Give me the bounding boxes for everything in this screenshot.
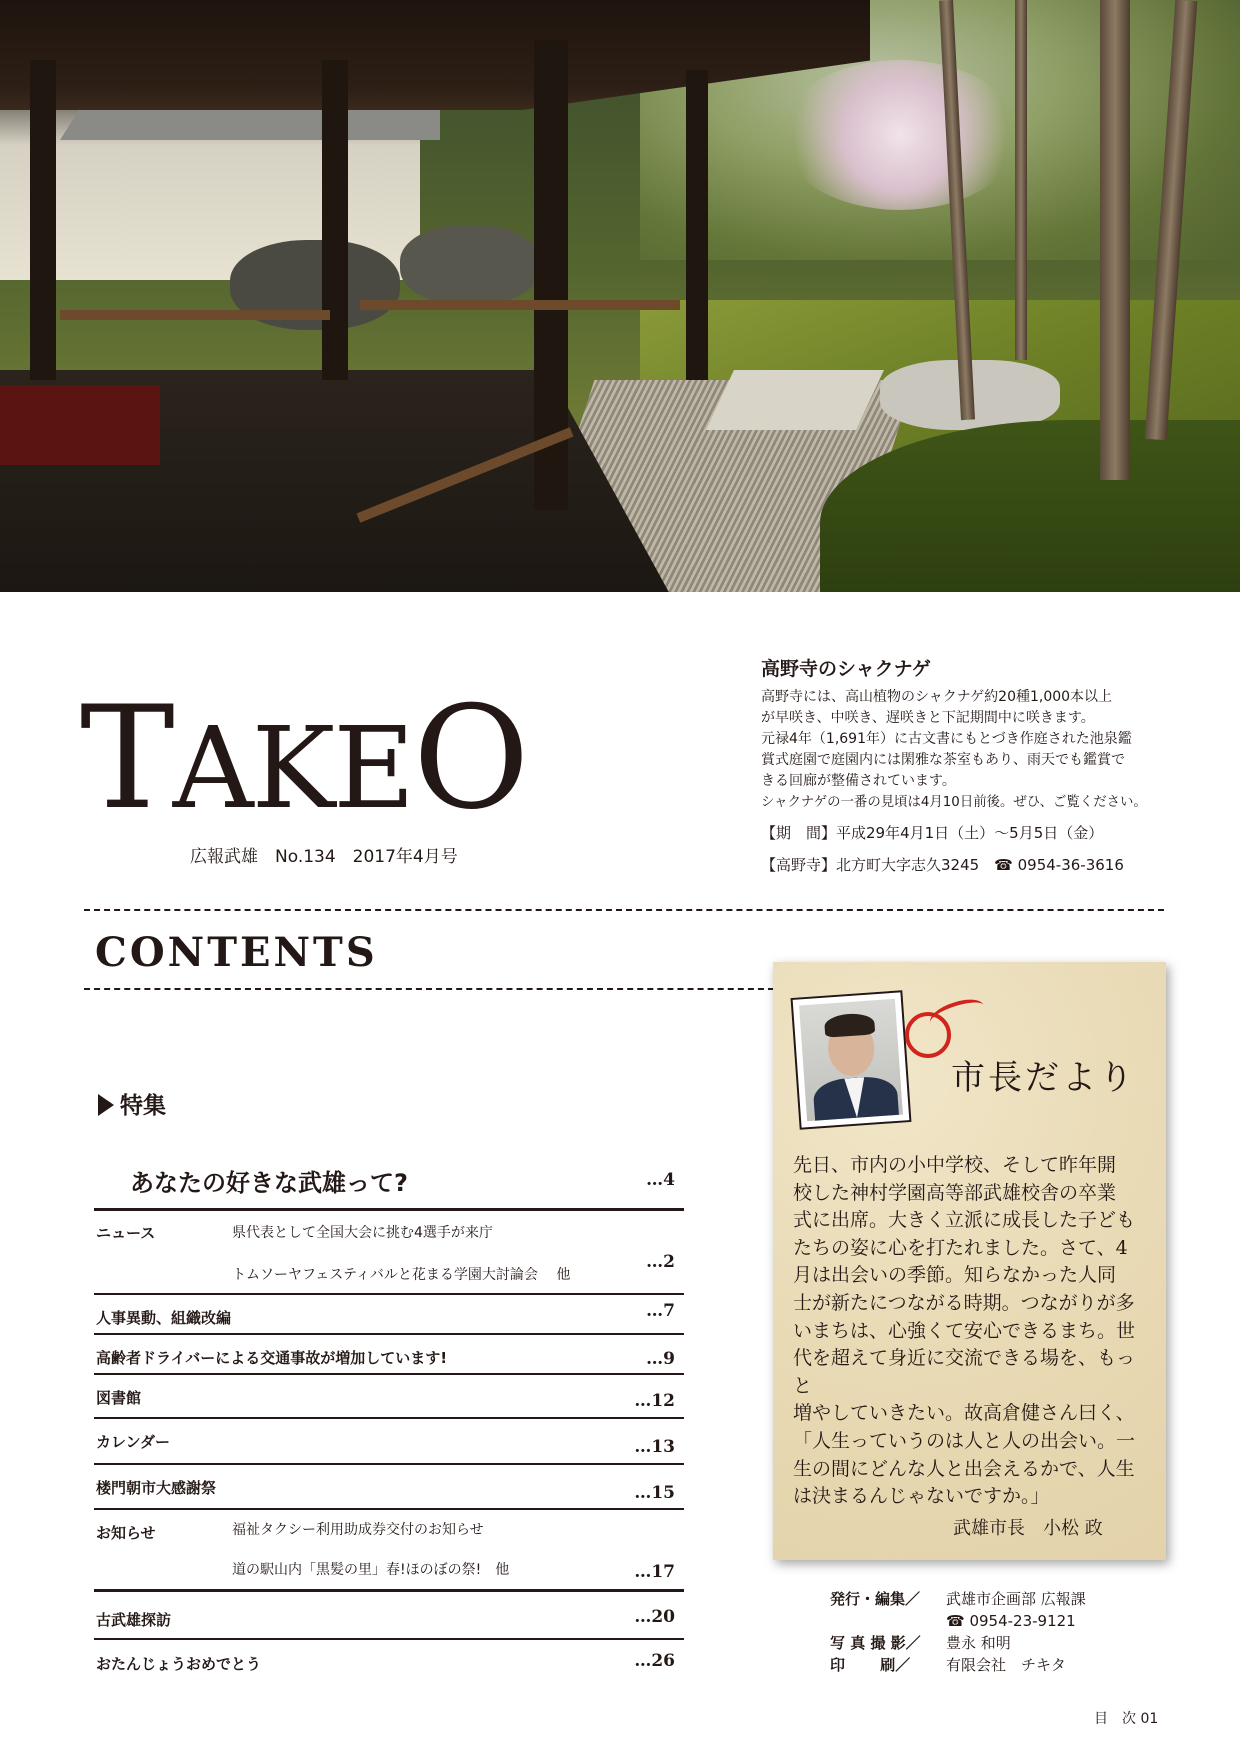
issue-line: 広報武雄 No.134 2017年4月号 (190, 847, 458, 867)
colophon-row-publisher (830, 1588, 1086, 1610)
toc-rule (94, 1508, 684, 1510)
toc-rule (94, 1463, 684, 1465)
hero-stepping-stone (706, 370, 884, 430)
toc-rule (94, 1208, 684, 1211)
hero-tree-trunk (1015, 0, 1027, 360)
column-line: 代を超えて身近に交流できる場を、もっと (793, 1347, 1136, 1397)
colophon (830, 1588, 1086, 1676)
column-line: 「人生っていうのは人と人の出会い。一 (793, 1429, 1136, 1452)
toc-item-market[interactable]: 楼門朝市大感謝祭 (96, 1479, 217, 1497)
toc-item-calendar[interactable]: カレンダー (96, 1433, 171, 1451)
hero-post (322, 60, 348, 380)
colophon-label: 写 真 撮 影／ (830, 1634, 921, 1652)
hero-railing (60, 310, 330, 320)
caption-period: 【期 間】平成29年4月1日（土）～5月5日（金） (761, 824, 1104, 842)
masthead-title-middle: AKE (172, 704, 414, 834)
hero-red-cloth (0, 385, 160, 465)
masthead-title-initial: T (80, 676, 173, 841)
caption-line: 賞式庭園で庭園内には閑雅な茶室もあり、雨天でも鑑賞で (761, 752, 1125, 768)
toc-page-number: …4 (646, 1170, 675, 1190)
page-number: 目 次 01 (1094, 1711, 1159, 1727)
toc-item-news[interactable]: ニュース (96, 1224, 156, 1242)
caption-location: 【高野寺】北方町大字志久3245 ☎ 0954-36-3616 (761, 856, 1124, 874)
red-swirl-stamp-icon (905, 1012, 951, 1058)
column-line: 生の間にどんな人と出会えるかで、人生 (793, 1457, 1135, 1480)
toc-page-number: …26 (634, 1651, 675, 1671)
mayor-column-body (793, 1152, 1149, 1511)
mayor-portrait-image (799, 999, 903, 1121)
toc-rule (94, 1373, 684, 1375)
column-line: 月は出会いの季節。知らなかった人同 (793, 1264, 1117, 1287)
colophon-row-print (830, 1654, 1086, 1676)
toc-page-number: …2 (646, 1252, 675, 1272)
toc-page-number: …20 (634, 1607, 675, 1627)
toc-item-history[interactable]: 古武雄探訪 (96, 1611, 172, 1629)
masthead-title (80, 676, 528, 841)
caption-line: きる回廊が整備されています。 (761, 773, 956, 789)
caption-line: 高野寺には、高山植物のシャクナゲ約20種1,000本以上 (761, 689, 1113, 705)
mayor-column (773, 962, 1166, 1560)
contents-title: CONTENTS (95, 929, 378, 976)
toc-page-number: …7 (646, 1301, 675, 1321)
toc-rule (94, 1638, 684, 1640)
mayor-signature: 武雄市長 小松 政 (953, 1518, 1103, 1539)
column-line: 先日、市内の小中学校、そして昨年開 (793, 1154, 1117, 1176)
colophon-value: 有限会社 チキタ (946, 1656, 1066, 1674)
caption-line: が早咲き、中咲き、遅咲きと下記期間中に咲きます。 (761, 710, 1095, 726)
toc-feature-title[interactable]: あなたの好きな武雄って? (130, 1169, 408, 1197)
toc-item-notices[interactable]: お知らせ (96, 1524, 156, 1542)
toc-page-number: …9 (646, 1349, 675, 1369)
colophon-label: 印 刷／ (830, 1656, 911, 1674)
toc-rule (94, 1293, 684, 1295)
column-line: 士が新たにつながる時期。つながりが多 (793, 1291, 1135, 1314)
caption-title: 高野寺のシャクナゲ (761, 658, 931, 680)
toc-rule (94, 1589, 684, 1592)
toc-page-number: …17 (634, 1562, 675, 1582)
toc-subitem[interactable]: 県代表として全国大会に挑む4選手が来庁 (232, 1225, 493, 1241)
toc-item-library[interactable]: 図書館 (96, 1389, 142, 1407)
toc-item-personnel[interactable]: 人事異動、組織改編 (96, 1309, 232, 1327)
column-line: いまちは、心強くて安心できるまち。世 (793, 1319, 1136, 1342)
colophon-value: 豊永 和明 (946, 1634, 1011, 1652)
caption-body (761, 687, 1171, 813)
caption-line: シャクナゲの一番の見頃は4月10日前後。ぜひ、ご覧ください。 (761, 795, 1147, 810)
colophon-row-phone (830, 1610, 1086, 1632)
colophon-phone: ☎ 0954-23-9121 (946, 1612, 1076, 1630)
toc-page-number: …12 (634, 1391, 675, 1411)
caption-line: 元禄4年（1,691年）に古文書にもとづき作庭された池泉鑑 (761, 731, 1132, 747)
toc-rule (94, 1333, 684, 1335)
colophon-label: 発行・編集／ (830, 1590, 921, 1608)
toc-page-number: …15 (634, 1483, 675, 1503)
hero-tree-trunk (1100, 0, 1130, 480)
section-heading (98, 1087, 166, 1120)
toc-item-birthdays[interactable]: おたんじょうおめでとう (96, 1655, 262, 1673)
column-line: 式に出席。大きく立派に成長した子ども (793, 1209, 1136, 1232)
toc-subitem[interactable]: 福祉タクシー利用助成券交付のお知らせ (232, 1522, 484, 1538)
dashed-divider (84, 988, 774, 990)
triangle-bullet-icon (98, 1094, 114, 1116)
colophon-value: 武雄市企画部 広報課 (946, 1590, 1086, 1608)
mayor-portrait (791, 990, 912, 1129)
hero-railing (360, 300, 680, 310)
column-line: 校した神村学園高等部武雄校舎の卒業 (793, 1181, 1117, 1204)
toc-subitem[interactable]: 道の駅山内「黒髪の里」春!ほのぼの祭! 他 (232, 1562, 510, 1578)
dashed-divider (84, 909, 1164, 911)
section-heading-label: 特集 (120, 1093, 166, 1119)
mayor-column-title: 市長だより (951, 1058, 1136, 1098)
toc-rule (94, 1417, 684, 1419)
column-line: は決まるんじゃないですか。」 (793, 1485, 1050, 1508)
portrait-hair (824, 1012, 875, 1037)
hero-post (30, 60, 56, 380)
column-line: たちの姿に心を打たれました。さて、4 (793, 1236, 1128, 1259)
feature-photo-caption (761, 654, 1171, 875)
toc-subitem[interactable]: トムソーヤフェスティバルと花まる学園大討論会 他 (232, 1267, 571, 1283)
hero-post (686, 70, 708, 380)
hero-rock (400, 225, 540, 305)
masthead-title-final: O (413, 676, 528, 841)
hero-photo-garden-temple (0, 0, 1240, 592)
toc-page-number: …13 (634, 1437, 675, 1457)
toc-item-traffic[interactable]: 高齢者ドライバーによる交通事故が増加しています! (96, 1349, 448, 1367)
colophon-label-blank (830, 1610, 946, 1632)
column-line: 増やしていきたい。故高倉健さん曰く、 (793, 1402, 1135, 1425)
colophon-row-photo (830, 1632, 1086, 1654)
hero-blossom (780, 60, 1020, 210)
